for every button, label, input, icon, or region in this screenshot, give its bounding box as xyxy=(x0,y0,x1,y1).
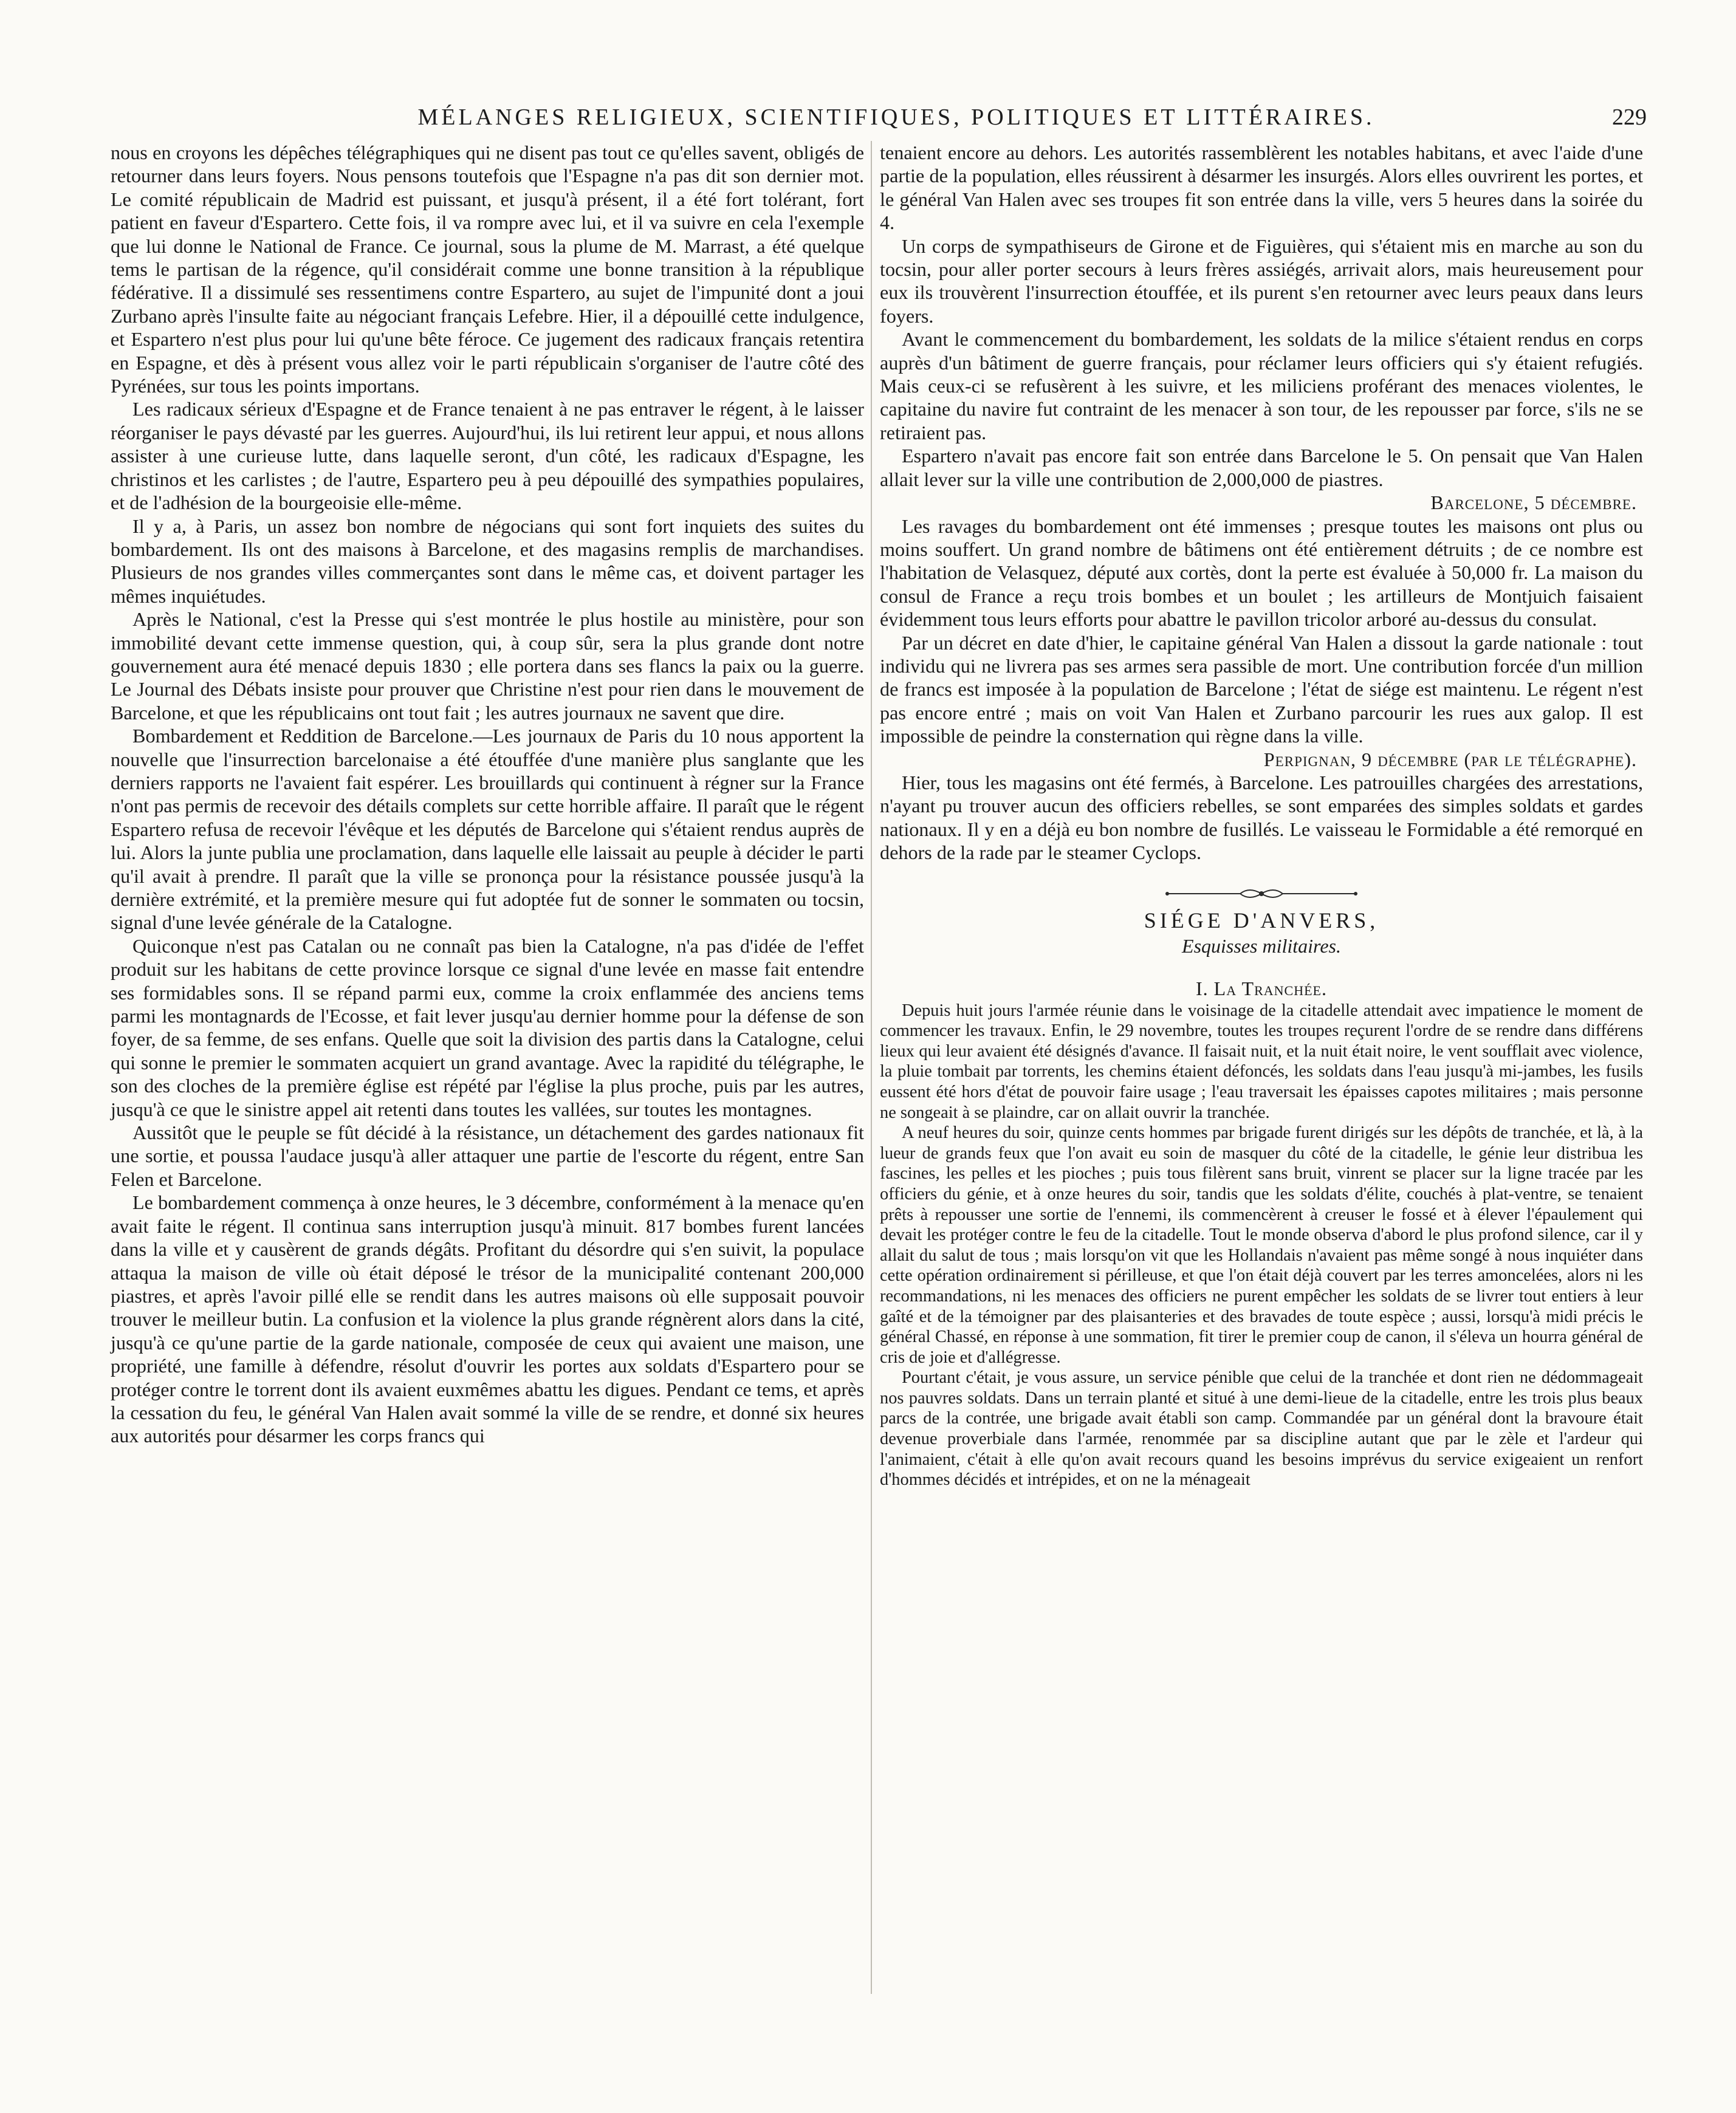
paragraph: Il y a, à Paris, un assez bon nombre de négocians qui sont fort inquiets des suites du bombardement. Ils ont des maisons à Barcelone, et des magasins remplis de marchandises. Plusieurs de nos grandes villes commerçantes sont dans le même cas, et doivent partager les mêmes inquiétudes. xyxy=(111,515,864,607)
article-heading xyxy=(880,885,1643,1001)
paragraph: Quiconque n'est pas Catalan ou ne connaît pas bien la Catalogne, n'a pas d'idée de l'effet produit sur les habitans de cette province lorsque ce signal d'une levée en masse fait entendre ses formidables sons. Il se répand parmi eux, comme la croix enflammée des anciens tems parmi les montagnards de l'Ecosse, et fait lever jusqu'au dernier homme pour la défense de son foyer, de sa femme, de ses enfans. Quelle que soit la division des partis dans la Catalogne, celui qui sonne le premier le sommaten acquiert un grand avantage. Avec la rapidité du télégraphe, le son des cloches de la première église est répété par l'église la plus proche, puis par les autres, jusqu'à ce que le sinistre appel ait retenti dans toutes les vallées, sur toutes les montagnes. xyxy=(111,934,864,1120)
paragraph: Par un décret en date d'hier, le capitaine général Van Halen a dissout la garde nationale : tout individu qui ne livrera pas ses armes sera passible de mort. Une contribution forcée d'un million de francs est imposée à la population de Barcelone ; l'état de siége est maintenu. Le régent n'est pas encore entré ; mais on voit Van Halen et Zurbano parcourir les rues aux galop. Il est impossible de peindre la consternation qui règne dans la ville. xyxy=(880,631,1643,747)
paragraph: Pourtant c'était, je vous assure, un service pénible que celui de la tranchée et dont rien ne dédommageait nos pauvres soldats. Dans un terrain planté et situé à une demi-lieue de la citadelle, entre les trois plus beaux parcs de la contrée, une brigade avait établi son camp. Commandée par un général dont la bravoure était devenue proverbiale dans l'armée, renommée par sa discipline autant que par le zèle et l'ardeur qui l'animaient, c'était à elle qu'on avait recours quand les besoins imprévus du service exigeaient un renfort d'hommes décidés et intrépides, et on ne la ménageait xyxy=(880,1368,1643,1490)
left-column xyxy=(111,141,864,1448)
running-header xyxy=(146,102,1647,132)
paragraph: Les radicaux sérieux d'Espagne et de France tenaient à ne pas entraver le régent, à le laisser réorganiser le pays dévasté par les guerres. Aujourd'hui, ils lui retirent leur appui, et nous allons assister à une curieuse lutte, dans laquelle seront, d'un côté, les radicaux d'Espagne, les christinos et les carlistes ; de l'autre, Espartero peu à peu dépouillé des sympathies populaires, et de l'adhésion de la bourgeoisie elle-même. xyxy=(111,398,864,514)
column-divider xyxy=(871,141,872,1994)
section-title: I. La Tranchée. xyxy=(1196,977,1327,999)
paragraph: Aussitôt que le peuple se fût décidé à la résistance, un détachement des gardes nationaux fit une sortie, et poussa l'audace jusqu'à aller attaquer une partie de l'escorte du régent, entre San Felen et Barcelone. xyxy=(111,1122,864,1190)
article-title: SIÉGE D'ANVERS, xyxy=(1144,908,1379,933)
paragraph: nous en croyons les dépêches télégraphiques qui ne disent pas tout ce qu'elles savent, obligés de retourner dans leurs foyers. Nous pensons toutefois que l'Espagne n'a pas dit son dernier mot. Le comité républicain de Madrid est puissant, et jusqu'à présent, il a été fort tolérant, fort patient en faveur d'Espartero. Cette fois, il va rompre avec lui, et il va suivre en cela l'exemple que lui donne le National de France. Ce journal, sous la plume de M. Marrast, a été quelque tems le partisan de la régence, qu'il considérait comme une bonne transition à la république fédérative. Il a dissimulé ses ressentimens contre Espartero, au sujet de l'impunité dont a joui Zurbano après l'insulte faite au négociant français Lefebre. Hier, il a dépouillé cette indulgence, et Espartero n'est plus pour lui qu'une bête féroce. Ce jugement des radicaux français retentira en Espagne, et dès à présent vous allez voir le parti républicain s'organiser de l'autre côté des Pyrénées, sur tous les points importans. xyxy=(111,142,864,397)
page-number: 229 xyxy=(1612,104,1647,130)
paragraph: Après le National, c'est la Presse qui s'est montrée le plus hostile au ministère, pour son immobilité devant cette immense question, qui, à coup sûr, sera la plus grande dont notre gouvernement aura été menacé depuis 1830 ; elle portera dans ses flancs la paix ou la guerre. Le Journal des Débats insiste pour prouver que Christine n'est pour rien dans le mouvement de Barcelone, et que les républicains ont tout fait ; les autres journaux ne savent que dire. xyxy=(111,608,864,724)
paragraph: A neuf heures du soir, quinze cents hommes par brigade furent dirigés sur les dépôts de tranchée, et là, à la lueur de grands feux que l'on avait eu soin de masquer du côté de la citadelle, le génie leur distribua les fascines, les pelles et les pioches ; puis tous filèrent sans bruit, vinrent se placer sur la ligne tracée par les officiers du génie, et à onze heures du soir, tandis que les soldats d'élite, couchés à plat-ventre, se tenaient prêts à repousser une sortie de l'ennemi, ils commencèrent à creuser le fossé et à élever l'épaulement qui devait les protéger contre le feu de la citadelle. Tout le monde observa d'abord le plus profond silence, car il y allait du salut de tous ; mais lorsqu'on vit que les Hollandais n'avaient pas même songé à nous inquiéter dans cette opération ordinairement si périlleuse, et que l'on était déjà couvert par les terres amoncelées, alors ni les recommandations, ni les menaces des officiers ne purent empêcher les soldats de se livrer tout entiers à leur gaîté et de la témoigner par des plaisanteries et des bravades de toute espèce ; aussi, lorsqu'à midi précis le général Chassé, en réponse à une sommation, fit tirer le premier coup de canon, il s'éleva un hourra général de cris de joie et d'allégresse. xyxy=(880,1123,1643,1367)
paragraph: Bombardement et Reddition de Barcelone.—Les journaux de Paris du 10 nous apportent la nouvelle que l'insurrection barcelonaise a été étouffée d'une manière plus sanglante que les derniers rapports ne l'avaient fait espérer. Les brouillards qui continuent à régner sur la France n'ont pas permis de recevoir des détails complets sur cette horrible affaire. Il paraît que le régent Espartero refusa de recevoir l'évêque et les députés de Barcelone qui s'étaient rendus auprès de lui. Alors la junte publia une proclamation, dans laquelle elle laissait au peuple à décider le parti qu'il avait à prendre. Il paraît que la ville se prononça pour la résistance poussée jusqu'à la dernière extrémité, et la première mesure qui fut adoptée fut de sonner le sommaten ou tocsin, signal d'une levée générale de la Catalogne. xyxy=(111,725,864,934)
dateline: Perpignan, 9 décembre (par le télégraphe). xyxy=(1263,748,1637,770)
paragraph: Espartero n'avait pas encore fait son entrée dans Barcelone le 5. On pensait que Van Halen allait lever sur la ville une contribution de 2,000,000 de piastres. xyxy=(880,445,1643,490)
article-subtitle: Esquisses militaires. xyxy=(1182,934,1341,957)
paragraph: Hier, tous les magasins ont été fermés, à Barcelone. Les patrouilles chargées des arrestations, n'ayant pu trouver aucun des officiers rebelles, se sont emparées des simples soldats et gardes nationaux. Il y en a déjà eu bon nombre de fusillés. Le vaisseau le Formidable a été remorqué en dehors de la rade par le steamer Cyclops. xyxy=(880,771,1643,864)
paragraph: Le bombardement commença à onze heures, le 3 décembre, conformément à la menace qu'en avait faite le régent. Il continua sans interruption jusqu'à minuit. 817 bombes furent lancées dans la ville et y causèrent de grands dégâts. Profitant du désordre qui s'en suivit, la populace attaqua la maison de ville où était déposé le trésor de la municipalité contenant 200,000 piastres, et après l'avoir pillé elle se rendit dans les autres maisons où elle supposait pouvoir trouver le meilleur butin. La confusion et la violence la plus grande régnèrent alors dans la cité, jusqu'à ce qu'une partie de la garde nationale, composée de ceux qui avaient une maison, une propriété, une famille à défendre, résolut d'ouvrir les portes aux soldats d'Espartero pour se protéger contre le torrent dont ils avaient euxmêmes abattu les digues. Pendant ce tems, et après la cessation du feu, le général Van Halen avait sommé la ville de se rendre, et donné six heures aux autorités pour désarmer les corps francs qui xyxy=(111,1191,864,1447)
journal-title: MÉLANGES RELIGIEUX, SCIENTIFIQUES, POLITIQUES ET LITTÉRAIRES. xyxy=(417,104,1375,130)
right-column xyxy=(880,141,1643,1490)
paragraph: Avant le commencement du bombardement, les soldats de la milice s'étaient rendus en corps auprès d'un bâtiment de guerre français, pour réclamer leurs officiers qui s'y étaient refugiés. Mais ceux-ci se refusèrent à les suivre, et les miliciens proférant des menaces violentes, le capitaine du navire fut contraint de les menacer à son tour, de les repousser par force, s'ils ne se retiraient pas. xyxy=(880,328,1643,443)
paragraph: Un corps de sympathiseurs de Girone et de Figuières, qui s'étaient mis en marche au son du tocsin, pour aller porter secours à leurs frères assiégés, arrivait alors, mais heureusement pour eux ils trouvèrent l'insurrection étouffée, et ils purent s'en retourner avec leurs peaux dans leurs foyers. xyxy=(880,235,1643,327)
article-body xyxy=(880,1001,1643,1490)
paragraph: Depuis huit jours l'armée réunie dans le voisinage de la citadelle attendait avec impatience le moment de commencer les travaux. Enfin, le 29 novembre, toutes les troupes reçurent l'ordre de se rendre dans différens lieux qui leur avaient été désignés d'avance. Il faisait nuit, et la nuit était noire, le vent soufflait avec violence, la pluie tombait par torrents, les chemins étaient défoncés, les soldats dans l'eau jusqu'à mi-jambes, les fusils eussent été hors d'état de pouvoir faire usage ; l'eau traversait les épaisses capotes militaires ; mais personne ne songeait à se plaindre, car on allait ouvrir la tranchée. xyxy=(880,1001,1643,1122)
paragraph: Les ravages du bombardement ont été immenses ; presque toutes les maisons ont plus ou moins souffert. Un grand nombre de bâtimens ont été entièrement détruits ; de ce nombre est l'habitation de Velasquez, député aux cortès, dont la perte est évaluée à 50,000 fr. La maison du consul de France a reçu trois bombes et un boulet ; les artilleurs de Montjuich faisaient évidemment tous leurs efforts pour abattre le pavillon tricolor arboré au-dessus du consulat. xyxy=(880,515,1643,631)
ornament-divider-icon xyxy=(1161,885,1362,902)
dateline: Barcelone, 5 décembre. xyxy=(1430,491,1637,514)
paragraph: tenaient encore au dehors. Les autorités rassemblèrent les notables habitans, et avec l'aide d'une partie de la population, elles réussirent à désarmer les insurgés. Alors elles ouvrirent les portes, et le général Van Halen avec ses troupes fit son entrée dans la ville, vers 5 heures dans la soirée du 4. xyxy=(880,142,1643,234)
